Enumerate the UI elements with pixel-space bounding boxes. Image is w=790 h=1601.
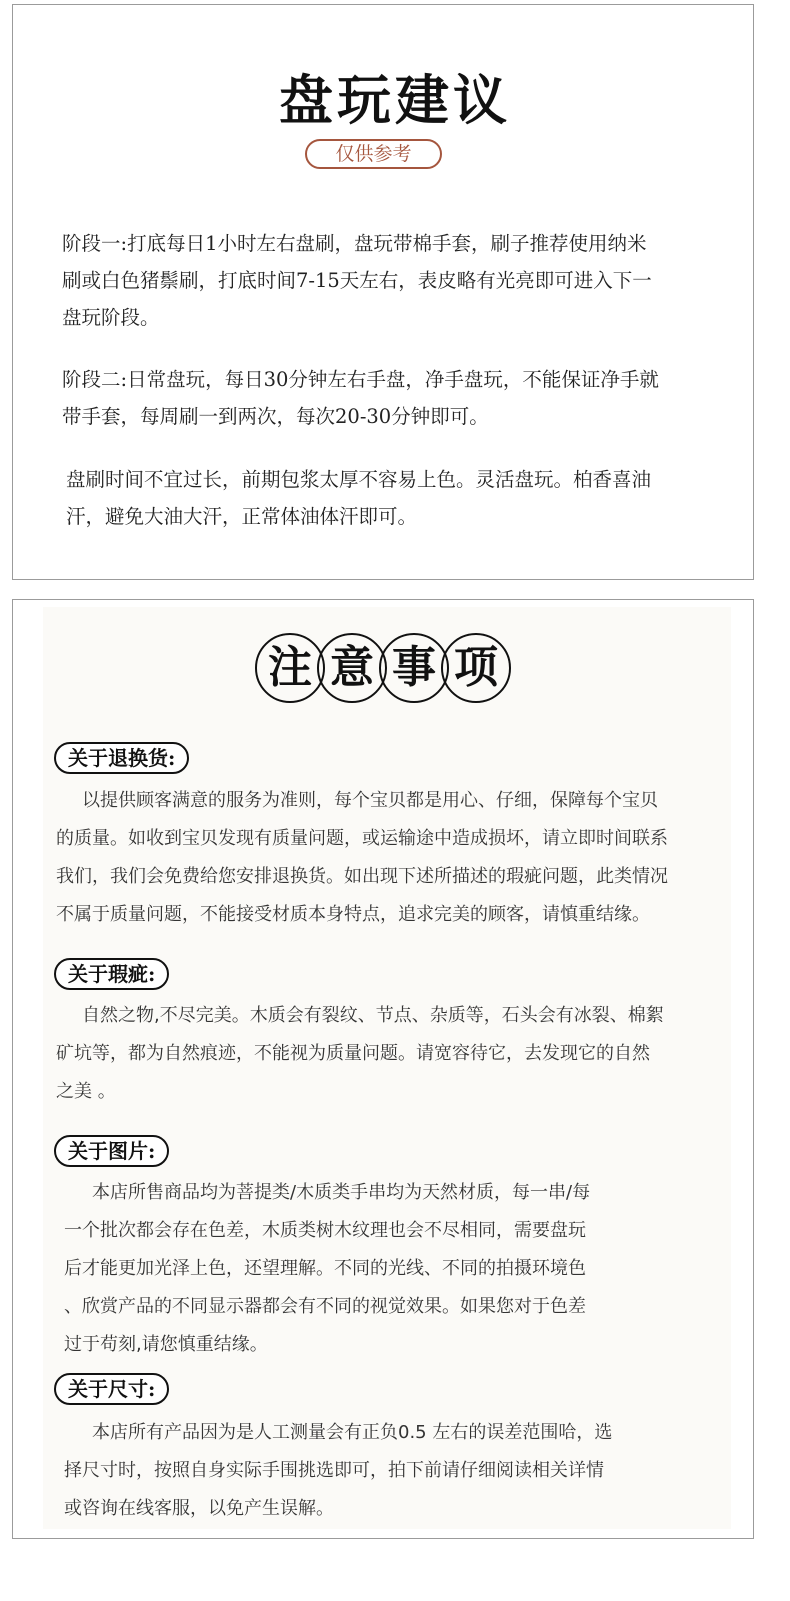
paragraph-line: 带手套，每周刷一到两次，每次20-30分钟即可。 bbox=[62, 405, 489, 428]
paragraph-line: 盘玩阶段。 bbox=[62, 306, 160, 329]
pictures-text bbox=[64, 1174, 590, 1364]
paragraph-line: 盘刷时间不宜过长，前期包浆太厚不容易上色。灵活盘玩。柏香喜油 bbox=[66, 468, 652, 491]
text-line: 、欣赏产品的不同显示器都会有不同的视觉效果。如果您对于色差 bbox=[64, 1296, 586, 1317]
returns-text bbox=[56, 782, 668, 934]
title-char-circle: 事 bbox=[379, 633, 449, 703]
text-line: 后才能更加光泽上色，还望理解。不同的光线、不同的拍摄环境色 bbox=[64, 1258, 586, 1279]
paragraph-line: 汗，避免大油大汗，正常体油体汗即可。 bbox=[66, 505, 418, 528]
paragraph-line: 阶段二:日常盘玩，每日30分钟左右手盘，净手盘玩，不能保证净手就 bbox=[62, 368, 659, 391]
flaws-label: 关于瑕疵: bbox=[54, 958, 169, 990]
size-text bbox=[64, 1414, 612, 1528]
text-line: 一个批次都会存在色差，木质类树木纹理也会不尽相同，需要盘玩 bbox=[64, 1220, 586, 1241]
text-line: 或咨询在线客服，以免产生误解。 bbox=[64, 1498, 334, 1519]
text-line: 不属于质量问题，不能接受材质本身特点，追求完美的顾客，请慎重结缘。 bbox=[56, 904, 650, 925]
title-char-circle: 项 bbox=[441, 633, 511, 703]
text-line: 过于苟刻,请您慎重结缘。 bbox=[64, 1334, 268, 1355]
title-char-circle: 注 bbox=[255, 633, 325, 703]
size-label: 关于尺寸: bbox=[54, 1373, 169, 1405]
brushing-note-paragraph bbox=[66, 461, 651, 535]
pictures-label: 关于图片: bbox=[54, 1135, 169, 1167]
text-line: 本店所售商品均为菩提类/木质类手串均为天然材质，每一串/每 bbox=[92, 1182, 591, 1203]
text-line: 我们，我们会免费给您安排退换货。如出现下述所描述的瑕疵问题，此类情况 bbox=[56, 866, 668, 887]
paragraph-line: 阶段一:打底每日1小时左右盘刷，盘玩带棉手套，刷子推荐使用纳米 bbox=[62, 232, 647, 255]
text-line: 矿坑等，都为自然痕迹，不能视为质量问题。请宽容待它，去发现它的自然 bbox=[56, 1043, 650, 1064]
text-line: 本店所有产品因为是人工测量会有正负0.5 左右的误差范围哈，选 bbox=[92, 1422, 613, 1443]
stage-one-paragraph bbox=[62, 225, 652, 336]
flaws-text bbox=[56, 997, 664, 1111]
text-line: 自然之物,不尽完美。木质会有裂纹、节点、杂质等，石头会有冰裂、棉絮 bbox=[82, 1005, 664, 1026]
paragraph-line: 刷或白色猪鬃刷，打底时间7-15天左右，表皮略有光亮即可进入下一 bbox=[62, 269, 652, 292]
text-line: 以提供顾客满意的服务为准则，每个宝贝都是用心、仔细，保障每个宝贝 bbox=[82, 790, 658, 811]
returns-label: 关于退换货: bbox=[54, 742, 189, 774]
stage-two-paragraph bbox=[62, 361, 659, 435]
text-line: 择尺寸时，按照自身实际手围挑选即可，拍下前请仔细阅读相关详情 bbox=[64, 1460, 604, 1481]
reference-only-tag: 仅供参考 bbox=[305, 139, 442, 169]
text-line: 之美 。 bbox=[56, 1081, 116, 1102]
text-line: 的质量。如收到宝贝发现有质量问题，或运输途中造成损坏，请立即时间联系 bbox=[56, 828, 668, 849]
title-char-circle: 意 bbox=[317, 633, 387, 703]
section-title-play-suggestion: 盘玩建议 bbox=[279, 68, 511, 132]
